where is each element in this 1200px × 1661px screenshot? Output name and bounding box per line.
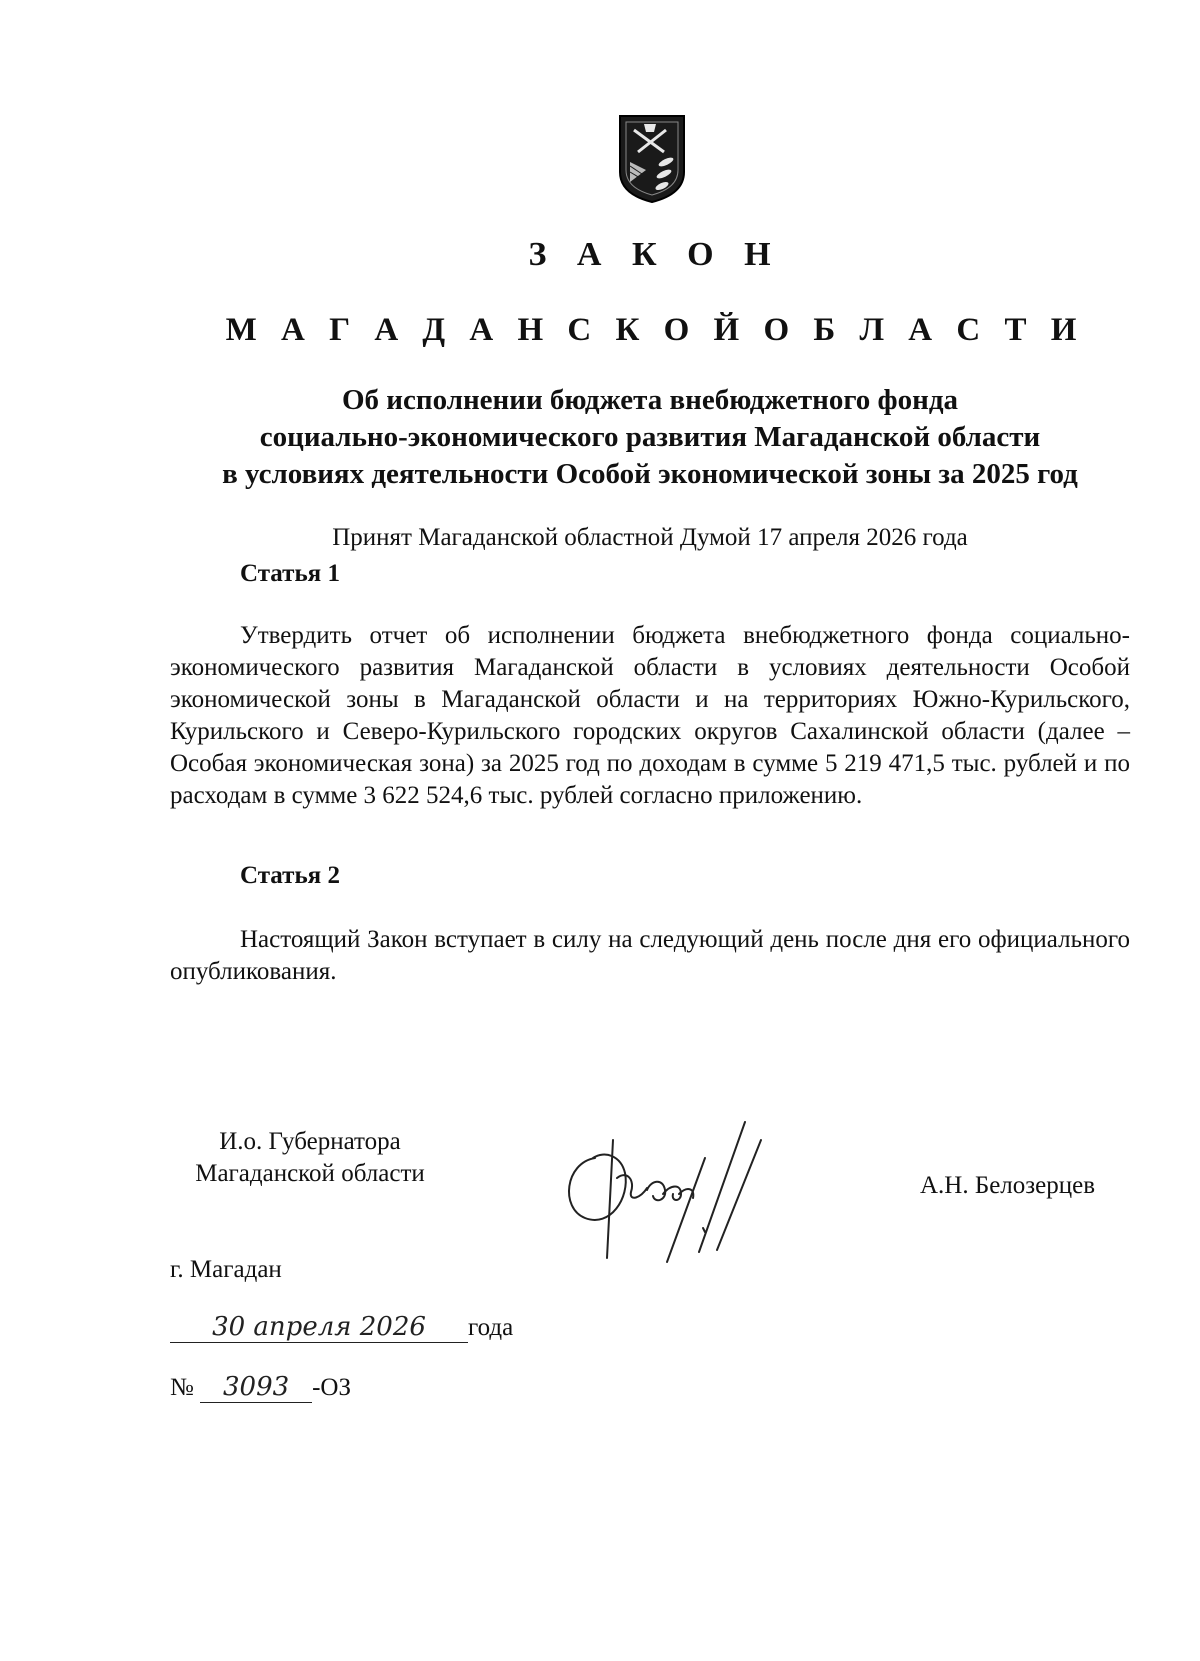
article-2-text: Настоящий Закон вступает в силу на следующий день после дня его официального опубликования. (170, 926, 1130, 985)
law-name-line: социально-экономического развития Магаданской области (259, 421, 1041, 453)
number-sign: № (170, 1374, 194, 1401)
article-1-text: Утвердить отчет об исполнении бюджета внебюджетного фонда социально-экономического развития Магаданской области в условиях деятельности Особой экономической зоны в Магаданской области и на территориях Южно-Курильского, Курильского и Северо-Курильского городских округов Сахалинской области (далее – Особая экономическая зона) за 2025 год по доходам в сумме 5 219 471,5 тыс. рублей и по расходам в сумме 3 622 524,6 тыс. рублей согласно приложению. (170, 622, 1130, 809)
magadan-coat-of-arms-icon (616, 112, 688, 204)
signatory-name: А.Н. Белозерцев (920, 1172, 1096, 1199)
law-name-line: в условиях деятельности Особой экономической зоны за 2025 год (222, 458, 1078, 490)
adoption-note: Принят Магаданской областной Думой 17 апреля 2026 года (332, 524, 968, 551)
article-1-heading: Статья 1 (240, 560, 340, 587)
signatory-position-line: Магаданской области (195, 1160, 425, 1187)
article-2-heading: Статья 2 (240, 862, 340, 889)
number-suffix: -ОЗ (312, 1374, 352, 1401)
handwritten-signature-icon (555, 1118, 805, 1278)
date-suffix: года (468, 1314, 514, 1341)
signatory-position (160, 1126, 460, 1190)
law-number (170, 1372, 351, 1403)
law-name-line: Об исполнении бюджета внебюджетного фонда (341, 384, 958, 416)
signing-date (170, 1312, 513, 1343)
handwritten-law-number: 3093 (200, 1372, 312, 1403)
handwritten-date: 30 апреля 2026 (170, 1312, 468, 1343)
document-type-title: З А К О Н (528, 236, 782, 273)
signing-city: г. Магадан (170, 1256, 282, 1283)
region-title: М А Г А Д А Н С К О Й О Б Л А С Т И (225, 312, 1085, 348)
law-name (150, 382, 1150, 493)
signatory-position-line: И.о. Губернатора (219, 1128, 401, 1155)
